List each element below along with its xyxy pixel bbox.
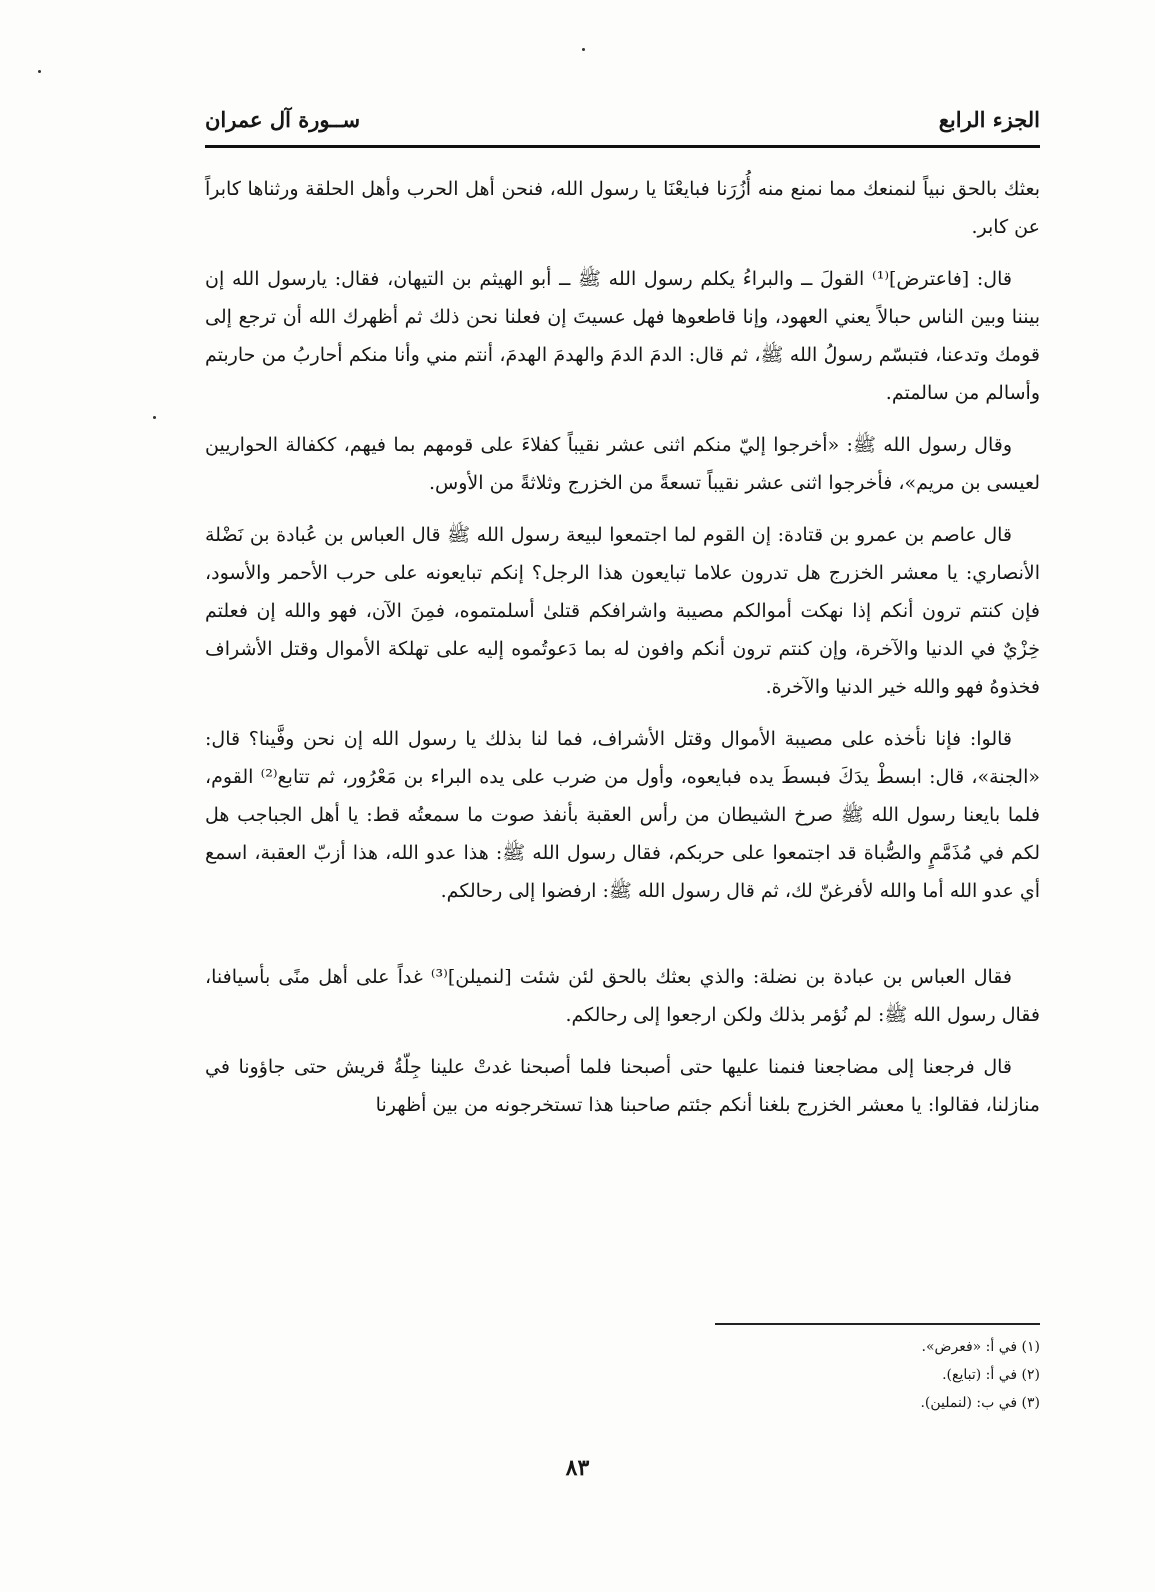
- page-number: ٨٣: [565, 1455, 590, 1481]
- footnote-2: (٢) في أ: (تبايع).: [942, 1367, 1040, 1383]
- scan-speck: [582, 48, 585, 51]
- paragraph-al-abbas-speech: قال عاصم بن عمرو بن قتادة: إن القوم لما اجتمعوا لبيعة رسول الله ﷺ قال العباس بن عُبادة بن نَضْلة الأنصاري: يا معشر الخزرج هل تدرون علاما تبايعون هذا الرجل؟ إنكم تبايعونه على حرب الأحمر والأسود، فإن كنتم ترون أنكم إذا نهكت أموالكم مصيبة واشرافكم قتلىٰ أسلمتموه، فمِنَ الآن، فهو والله إن فعلتم خِزْيٌ في الدنيا والآخرة، وإن كنتم ترون أنكم وافون له بما دَعوتُموه إليه على تهلكة الأموال وقتل الأشراف فخذوهُ فهو والله خير الدنيا والآخرة.: [205, 524, 1040, 698]
- part-title: الجزء الرابع: [938, 107, 1040, 132]
- surah-title: ســورة آل عمران: [205, 107, 361, 132]
- paragraph-pledge: قالوا: فإنا نأخذه على مصيبة الأموال وقتل الأشراف، فما لنا بذلك يا رسول الله إن نحن وفَّينا؟ قال: «الجنة»، قال: ابسطْ يدَكَ فبسطَ يده فبايعوه، وأول من ضرب على يده البراء بن مَعْرُور، ثم تتابع⁽²⁾ القوم، فلما بايعنا رسول الله ﷺ صرخ الشيطان من رأس العقبة بأنفذ صوت ما سمعتُه قط: يا أهل الجباجب هل لكم في مُذَمَّمٍ والصُّباة قد اجتمعوا على حربكم، فقال رسول الله ﷺ: هذا عدو الله، هذا أزبّ العقبة، اسمع أي عدو الله أما والله لأفرغنّ لك، ثم قال رسول الله ﷺ: ارفضوا إلى رحالكم.: [205, 728, 1040, 902]
- paragraph-mina: فقال العباس بن عبادة بن نضلة: والذي بعثك بالحق لئن شئت [لنميلن]⁽³⁾ غداً على أهل منًى بأسيافنا، فقال رسول الله ﷺ: لم نُؤمر بذلك ولكن ارجعوا إلى رحالكم.: [205, 966, 1040, 1026]
- header-rule: [205, 145, 1040, 148]
- main-text: [205, 170, 1040, 1138]
- footnote-3: (٣) في ب: (لنملين).: [920, 1395, 1040, 1411]
- running-header: [205, 100, 1040, 140]
- paragraph-abu-al-haytham: قال: [فاعترض]⁽¹⁾ القولَ ــ والبراءُ يكلم رسول الله ﷺ ــ أبو الهيثم بن التيهان، فقال: يارسول الله إن بيننا وبين الناس حبالاً يعني العهود، وإنا قاطعوها فهل عسيتَ إن فعلنا نحن ذلك ثم أظهرك الله أن ترجع إلى قومك وتدعنا، فتبسّم رسولُ الله ﷺ، ثم قال: الدمَ الدمَ والهدمَ الهدمَ، أنتم مني وأنا منكم أحاربُ من حاربتم وأسالم من سالمتم.: [205, 268, 1040, 404]
- scan-speck: [38, 70, 41, 73]
- footnotes: [715, 1333, 1040, 1417]
- paragraph-continuation: بعثك بالحق نبياً لنمنعك مما نمنع منه أُزُرَنا فبايعْنَا يا رسول الله، فنحن أهل الحرب وأهل الحلقة ورثناها كابراً عن كابر.: [205, 178, 1040, 238]
- footnote-rule: [715, 1323, 1040, 1325]
- footnote-1: (١) في أ: «فعرض».: [921, 1339, 1040, 1355]
- scan-speck: [153, 416, 156, 419]
- paragraph-twelve-leaders: وقال رسول الله ﷺ: «أخرجوا إليّ منكم اثنى عشر نقيباً كفلاءَ على قومهم بما فيهم، ككفالة الحواريين لعيسى بن مريم»، فأخرجوا اثنى عشر نقيباً تسعةً من الخزرج وثلاثةً من الأوس.: [205, 434, 1040, 494]
- paragraph-quraysh: قال فرجعنا إلى مضاجعنا فنمنا عليها حتى أصبحنا فلما أصبحنا غدتْ علينا جِلّةُ قريش حتى جاؤونا في منازلنا، فقالوا: يا معشر الخزرج بلغنا أنكم جئتم صاحبنا هذا تستخرجونه من بين أظهرنا: [205, 1056, 1040, 1116]
